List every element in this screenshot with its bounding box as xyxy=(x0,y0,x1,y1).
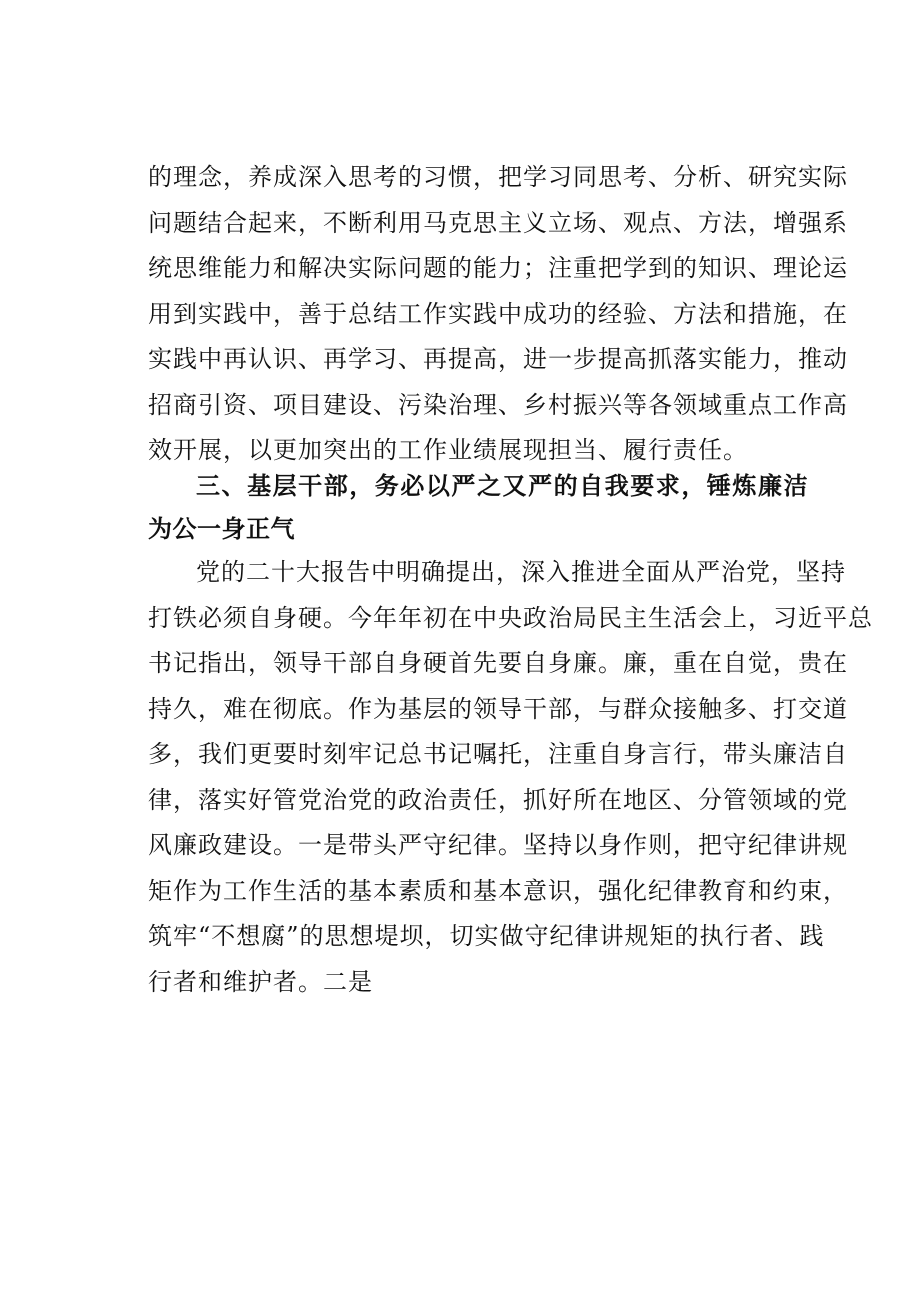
paragraph-line: 筑牢“不想腐”的思想堤坝，切实做守纪律讲规矩的执行者、践 xyxy=(148,922,825,950)
paragraph-line: 律，落实好管党治党的政治责任，抓好所在地区、分管领域的党 xyxy=(148,785,848,814)
paragraph-line: 持久，难在彻底。作为基层的领导干部，与群众接触多、打交道 xyxy=(148,694,848,723)
paragraph-line: 书记指出，领导干部自身硬首先要自身廉。廉，重在自觉，贵在 xyxy=(148,649,848,677)
paragraph-line: 打铁必须自身硬。今年年初在中央政治局民主生活会上，习近平总 xyxy=(148,603,873,632)
paragraph-line: 行者和维护者。二是 xyxy=(148,967,373,996)
paragraph-line: 矩作为工作生活的基本素质和基本意识，强化纪律教育和约束， xyxy=(148,876,848,905)
paragraph-line: 统思维能力和解决实际问题的能力；注重把学到的知识、理论运 xyxy=(148,254,848,282)
paragraph-line: 实践中再认识、再学习、再提高，进一步提高抓落实能力，推动 xyxy=(148,345,848,373)
heading-line: 三、基层干部，务必以严之又严的自我要求，锤炼廉洁 xyxy=(196,472,808,500)
paragraph-line: 党的二十大报告中明确提出，深入推进全面从严治党，坚持 xyxy=(196,558,846,586)
paragraph-line: 用到实践中，善于总结工作实践中成功的经验、方法和措施，在 xyxy=(148,299,848,328)
paragraph-line: 风廉政建设。一是带头严守纪律。坚持以身作则，把守纪律讲规 xyxy=(148,831,848,859)
paragraph-line: 多，我们更要时刻牢记总书记嘱托，注重自身言行，带头廉洁自 xyxy=(148,740,848,768)
paragraph-line: 的理念，养成深入思考的习惯，把学习同思考、分析、研究实际 xyxy=(148,163,848,191)
body-paragraph-2 xyxy=(148,550,873,1005)
section-heading xyxy=(148,465,808,551)
paragraph-line: 效开展，以更加突出的工作业绩展现担当、履行责任。 xyxy=(148,436,748,464)
paragraph-line: 问题结合起来，不断利用马克思主义立场、观点、方法，增强系 xyxy=(148,208,848,237)
body-paragraph-1 xyxy=(148,155,848,474)
heading-line: 为公一身正气 xyxy=(148,515,295,543)
paragraph-line: 招商引资、项目建设、污染治理、乡村振兴等各领域重点工作高 xyxy=(148,390,848,419)
